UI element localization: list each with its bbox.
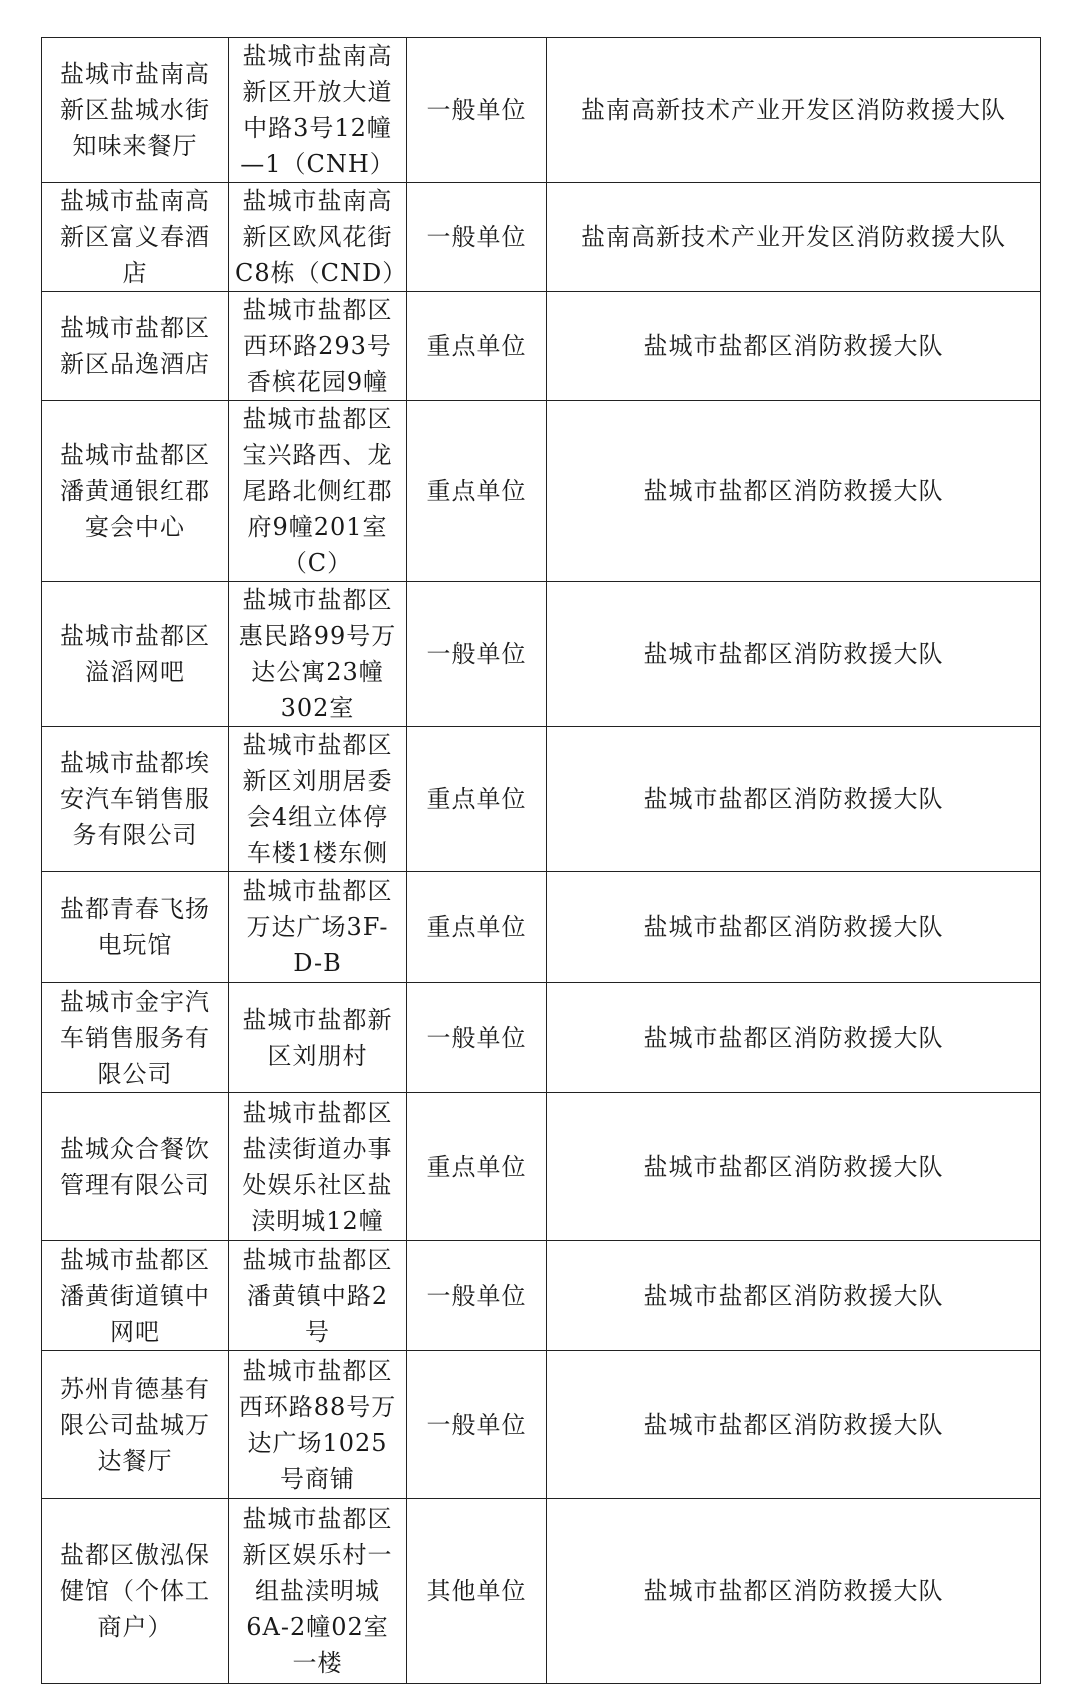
unit-address-cell: 盐城市盐都区西环路88号万达广场1025号商铺 — [229, 1351, 407, 1499]
unit-name-cell: 苏州肯德基有限公司盐城万达餐厅 — [42, 1351, 229, 1499]
table-row — [42, 401, 1041, 582]
authority-cell: 盐城市盐都区消防救援大队 — [547, 401, 1041, 582]
unit-name-cell: 盐都青春飞扬电玩馆 — [42, 872, 229, 983]
authority-cell: 盐城市盐都区消防救援大队 — [547, 582, 1041, 727]
unit-name-cell: 盐城市盐都区潘黄通银红郡宴会中心 — [42, 401, 229, 582]
table-row — [42, 183, 1041, 292]
unit-name-cell: 盐城市盐都区潘黄街道镇中网吧 — [42, 1241, 229, 1351]
table-row — [42, 1241, 1041, 1351]
unit-type-cell: 一般单位 — [407, 183, 547, 292]
unit-address-cell: 盐城市盐都区万达广场3F-D-B — [229, 872, 407, 983]
unit-name-cell: 盐城市金宇汽车销售服务有限公司 — [42, 983, 229, 1093]
authority-cell: 盐城市盐都区消防救援大队 — [547, 1351, 1041, 1499]
table-row — [42, 983, 1041, 1093]
unit-name-cell: 盐城市盐南高新区盐城水街知味来餐厅 — [42, 38, 229, 183]
authority-cell: 盐城市盐都区消防救援大队 — [547, 872, 1041, 983]
unit-type-cell: 一般单位 — [407, 582, 547, 727]
unit-type-cell: 其他单位 — [407, 1499, 547, 1684]
unit-address-cell: 盐城市盐都区盐渎街道办事处娱乐社区盐渎明城12幢 — [229, 1093, 407, 1241]
unit-type-cell: 一般单位 — [407, 1351, 547, 1499]
unit-address-cell: 盐城市盐都区惠民路99号万达公寓23幢302室 — [229, 582, 407, 727]
unit-address-cell: 盐城市盐都新区刘朋村 — [229, 983, 407, 1093]
table-row — [42, 38, 1041, 183]
unit-type-cell: 重点单位 — [407, 727, 547, 872]
unit-address-cell: 盐城市盐都区新区娱乐村一组盐渎明城6A-2幢02室一楼 — [229, 1499, 407, 1684]
authority-cell: 盐南高新技术产业开发区消防救援大队 — [547, 183, 1041, 292]
unit-type-cell: 一般单位 — [407, 1241, 547, 1351]
unit-address-cell: 盐城市盐南高新区欧风花街C8栋（CND） — [229, 183, 407, 292]
table-row — [42, 1499, 1041, 1684]
authority-cell: 盐城市盐都区消防救援大队 — [547, 1499, 1041, 1684]
unit-name-cell: 盐城市盐南高新区富义春酒店 — [42, 183, 229, 292]
authority-cell: 盐城市盐都区消防救援大队 — [547, 727, 1041, 872]
authority-cell: 盐城市盐都区消防救援大队 — [547, 1093, 1041, 1241]
table-row — [42, 1351, 1041, 1499]
unit-type-cell: 重点单位 — [407, 1093, 547, 1241]
unit-name-cell: 盐城众合餐饮管理有限公司 — [42, 1093, 229, 1241]
unit-name-cell: 盐城市盐都区溢滔网吧 — [42, 582, 229, 727]
table-row — [42, 292, 1041, 401]
unit-name-cell: 盐城市盐都埃安汽车销售服务有限公司 — [42, 727, 229, 872]
unit-table — [41, 37, 1041, 1684]
unit-type-cell: 一般单位 — [407, 38, 547, 183]
unit-address-cell: 盐城市盐南高新区开放大道中路3号12幢—1（CNH） — [229, 38, 407, 183]
unit-address-cell: 盐城市盐都区潘黄镇中路2号 — [229, 1241, 407, 1351]
authority-cell: 盐城市盐都区消防救援大队 — [547, 983, 1041, 1093]
unit-type-cell: 重点单位 — [407, 401, 547, 582]
unit-type-cell: 重点单位 — [407, 872, 547, 983]
table-row — [42, 872, 1041, 983]
unit-type-cell: 一般单位 — [407, 983, 547, 1093]
authority-cell: 盐城市盐都区消防救援大队 — [547, 292, 1041, 401]
unit-address-cell: 盐城市盐都区西环路293号香槟花园9幢 — [229, 292, 407, 401]
unit-address-cell: 盐城市盐都区宝兴路西、龙尾路北侧红郡府9幢201室（C） — [229, 401, 407, 582]
authority-cell: 盐南高新技术产业开发区消防救援大队 — [547, 38, 1041, 183]
table-row — [42, 727, 1041, 872]
authority-cell: 盐城市盐都区消防救援大队 — [547, 1241, 1041, 1351]
unit-type-cell: 重点单位 — [407, 292, 547, 401]
table-row — [42, 582, 1041, 727]
unit-name-cell: 盐都区傲泓保健馆（个体工商户） — [42, 1499, 229, 1684]
unit-address-cell: 盐城市盐都区新区刘朋居委会4组立体停车楼1楼东侧 — [229, 727, 407, 872]
table-row — [42, 1093, 1041, 1241]
unit-name-cell: 盐城市盐都区新区品逸酒店 — [42, 292, 229, 401]
